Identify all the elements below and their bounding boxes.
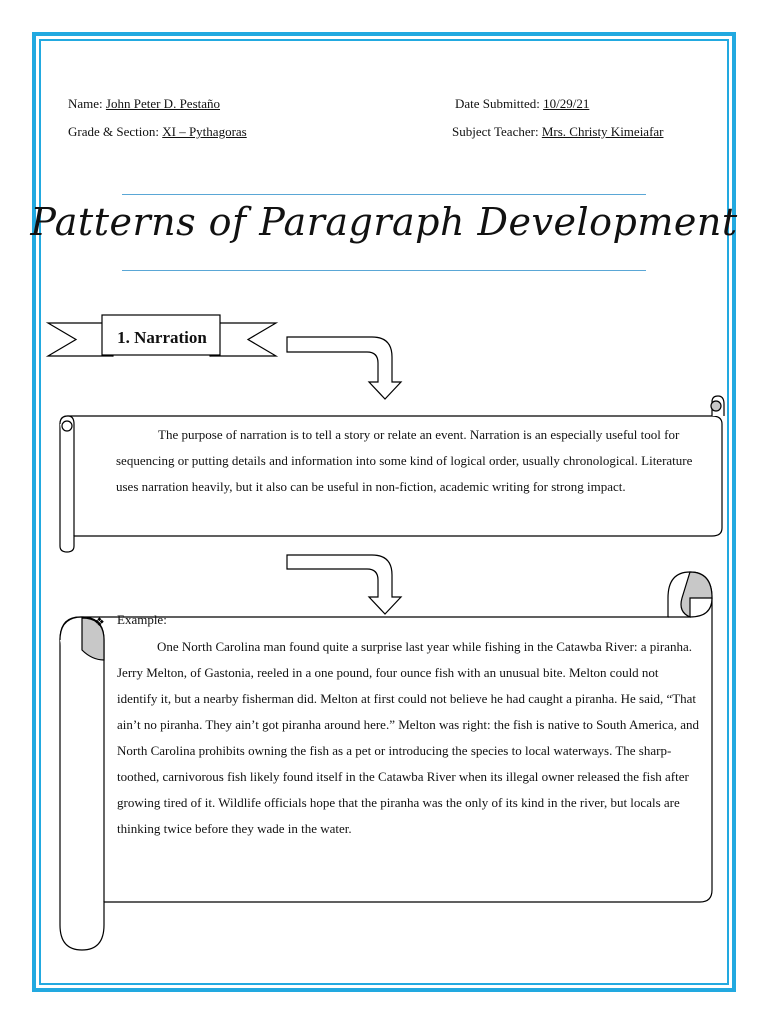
definition-paragraph: The purpose of narration is to tell a story or relate an event. Narration is an especially useful tool for sequencing or putting details and information into some kind of logical order, usually chronological. Literature uses narration heavily, but it also can be useful in non-fiction, academic writing for strong impact. (116, 427, 693, 494)
example-label: Example: (117, 612, 167, 627)
teacher-value: Mrs. Christy Kimeiafar (541, 124, 664, 139)
example-paragraph: One North Carolina man found quite a surprise last year while fishing in the Catawba River: a piranha. Jerry Melton, of Gastonia, reeled in a one pound, four ounce fish with an unusual bite. Melton could not identify it, but a nearby fisherman did. Melton at first could not believe he had caught a piranha. He said, “That ain’t no piranha. They ain’t got piranha around here.” Melton was right: the fish is native to South America, and North Carolina prohibits owning the fish as a pet or introducing the species to local waterways. The sharp-toothed, carnivorous fish likely found itself in the Catawba River when its illegal owner released the fish after growing tired of it. Wildlife officials hope that the piranha was the only of its kind in the river, but locals are thinking twice before they wade in the water. (117, 639, 699, 836)
arrow-down-1 (287, 337, 401, 399)
bullet-diamond-icon: ❖ (94, 615, 105, 629)
date-value: 10/29/21 (543, 96, 590, 111)
date-label: Date Submitted: (455, 96, 540, 111)
page-title: Patterns of Paragraph Development (30, 200, 738, 244)
name-label: Name: (68, 96, 103, 111)
grade-value: XI – Pythagoras (162, 124, 247, 139)
name-value: John Peter D. Pestaño (105, 96, 221, 111)
arrow-down-2 (287, 555, 401, 614)
grade-label: Grade & Section: (68, 124, 159, 139)
section-label: 1. Narration (117, 328, 207, 347)
teacher-label: Subject Teacher: (452, 124, 539, 139)
